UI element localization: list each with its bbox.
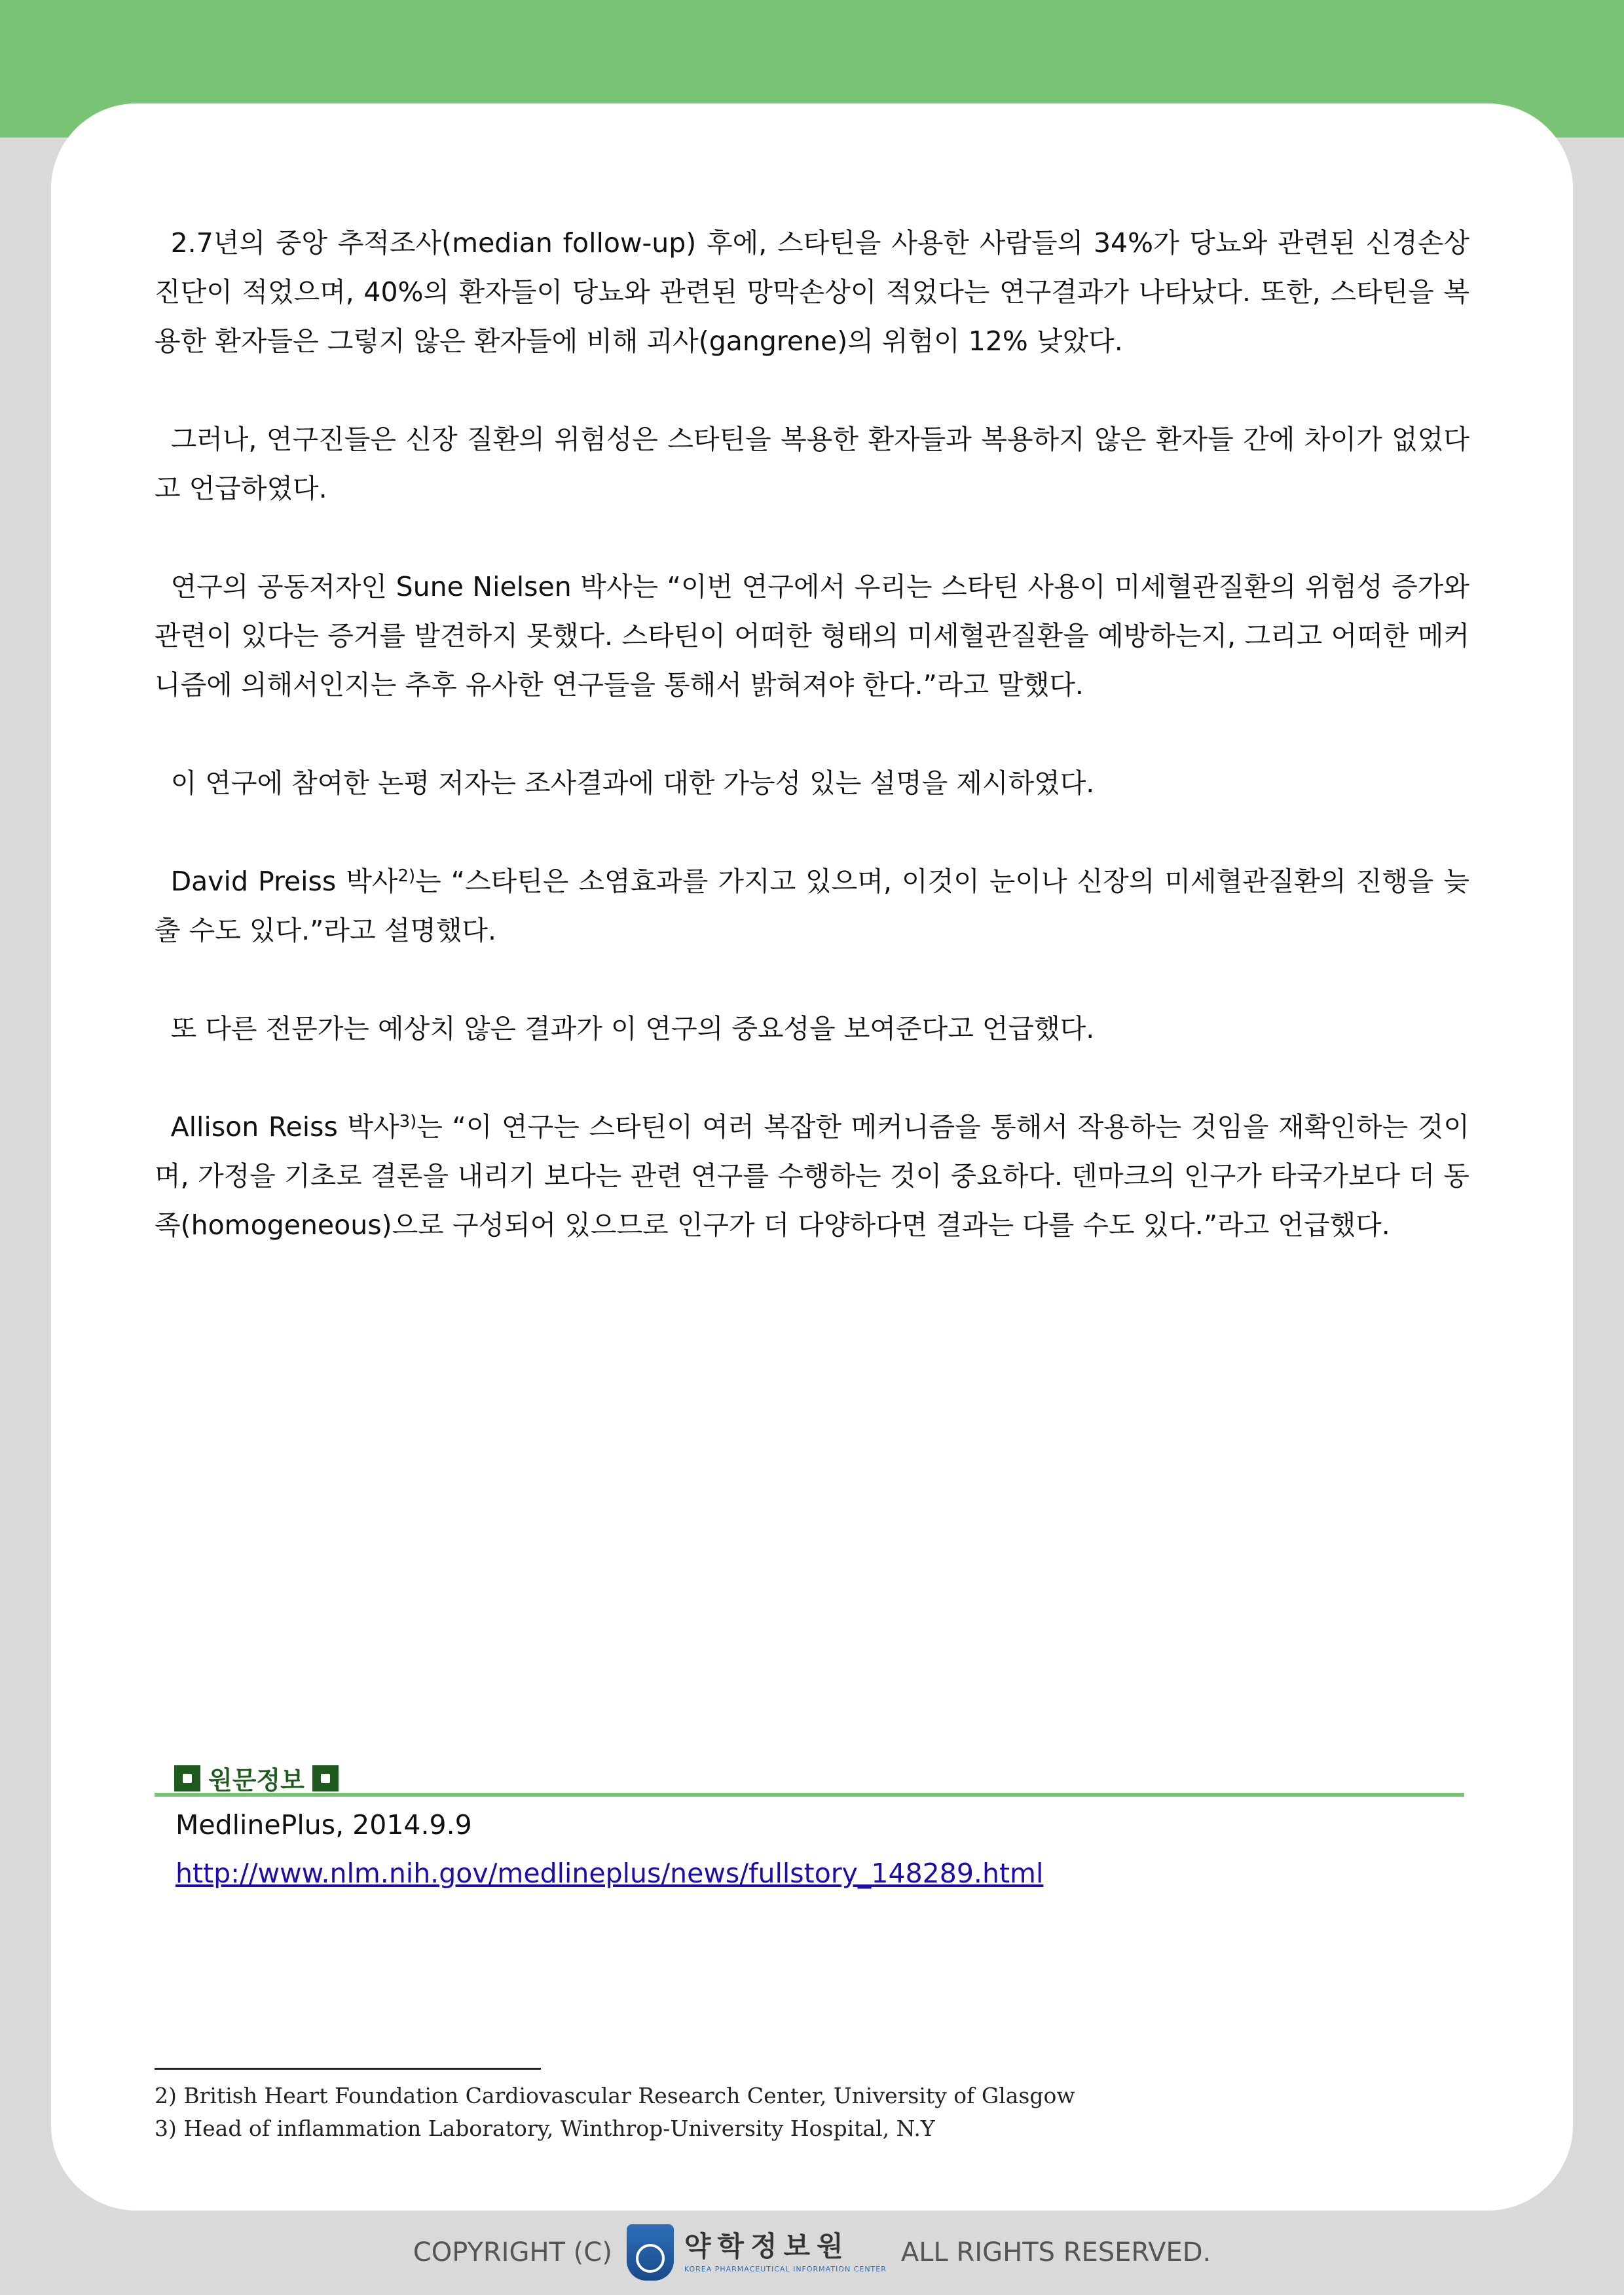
copyright-text: COPYRIGHT (C) <box>413 2237 612 2267</box>
footnotes <box>155 2080 1399 2145</box>
paragraph-other-expert: 또 다른 전문가는 예상치 않은 결과가 이 연구의 중요성을 보여준다고 언급했다. <box>170 1013 1095 1044</box>
source-info-section <box>155 1757 1464 1899</box>
footnote-ref-2[interactable]: 2) <box>397 866 416 886</box>
kpic-emblem-icon <box>627 2224 674 2281</box>
paragraph-preiss-quote <box>155 857 1469 955</box>
source-url-link[interactable]: http://www.nlm.nih.gov/medlineplus/news/fullstory_148289.html <box>175 1858 1044 1889</box>
paragraph-reiss-quote <box>155 1103 1469 1250</box>
kpic-logo <box>627 2224 887 2281</box>
preiss-name: David Preiss 박사 <box>170 866 398 897</box>
square-bullet-icon <box>312 1765 339 1791</box>
source-name: MedlinePlus, 2014.9.9 <box>175 1809 472 1841</box>
paragraph-followup-results: 2.7년의 중앙 추적조사(median follow-up) 후에, 스타틴을 사용한 사람들의 34%가 당뇨와 관련된 신경손상 진단이 적었으며, 40%의 환자들이 당뇨와 관련된 망막손상이 적었다는 연구결과가 나타났다. 또한, 스타틴을 복용한 환자들은 그렇지 않은 환자들에 비해 괴사(gangrene)의 위험이 12% 낮았다. <box>155 227 1469 357</box>
reiss-name: Allison Reiss 박사 <box>170 1111 399 1143</box>
preiss-quote-text: 는 “스타틴은 소염효과를 가지고 있으며, 이것이 눈이나 신장의 미세혈관질환의 진행을 늦출 수도 있다.”라고 설명했다. <box>155 866 1469 946</box>
logo-korean-name: 약학정보원 <box>684 2230 850 2262</box>
source-info-header <box>155 1757 1464 1797</box>
rights-text: ALL RIGHTS RESERVED. <box>900 2237 1211 2267</box>
footnote-ref-3[interactable]: 3) <box>399 1112 417 1131</box>
paragraph-kidney-disease: 그러나, 연구진들은 신장 질환의 위험성은 스타틴을 복용한 환자들과 복용하지 않은 환자들 간에 차이가 없었다고 언급하였다. <box>155 424 1469 504</box>
paragraph-commentary-author: 이 연구에 참여한 논평 저자는 조사결과에 대한 가능성 있는 설명을 제시하였다. <box>170 767 1095 799</box>
footnote-divider <box>155 2068 541 2070</box>
source-info-title: 원문정보 <box>208 1766 304 1795</box>
article-body <box>155 219 1469 1299</box>
footnote-2: 2) British Heart Foundation Cardiovascular Research Center, University of Glasgow <box>155 2083 1075 2108</box>
page-footer <box>0 2220 1624 2285</box>
paragraph-nielsen-quote: 연구의 공동저자인 Sune Nielsen 박사는 “이번 연구에서 우리는 스타틴 사용이 미세혈관질환의 위험성 증가와 관련이 있다는 증거를 발견하지 못했다. 스타틴이 어떠한 형태의 미세혈관질환을 예방하는지, 그리고 어떠한 메커니즘에 의해서인지는 추후 유사한 연구들을 통해서 밝혀져야 한다.”라고 말했다. <box>155 571 1469 701</box>
logo-english-name: KOREA PHARMACEUTICAL INFORMATION CENTER <box>684 2264 887 2273</box>
square-bullet-icon <box>174 1765 200 1791</box>
footnote-3: 3) Head of inflammation Laboratory, Winthrop-University Hospital, N.Y <box>155 2116 935 2141</box>
reiss-quote-text: 는 “이 연구는 스타틴이 여러 복잡한 메커니즘을 통해서 작용하는 것임을 재확인하는 것이며, 가정을 기초로 결론을 내리기 보다는 관련 연구를 수행하는 것이 중요하다. 덴마크의 인구가 타국가보다 더 동족(homogeneous)으로 구성되어 있으므로 인구가 더 다양하다면 결과는 다를 수도 있다.”라고 언급했다. <box>155 1111 1469 1241</box>
